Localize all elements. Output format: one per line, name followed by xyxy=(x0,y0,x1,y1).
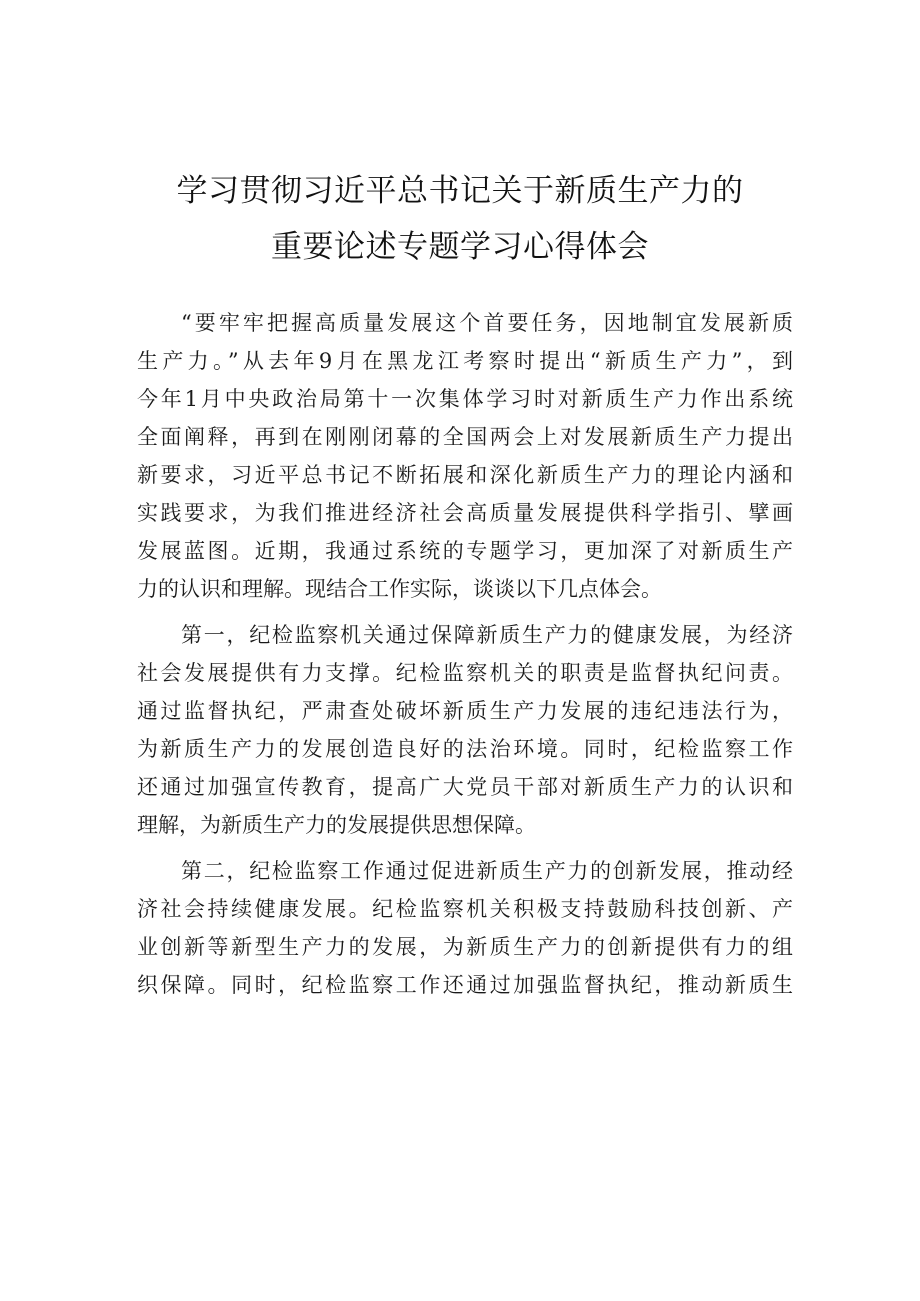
paragraph-line: 今年1月中央政治局第十一次集体学习时对新质生产力作出系统 xyxy=(137,387,793,411)
paragraph-line: 生产力。”从去年9月在黑龙江考察时提出“新质生产力”，到 xyxy=(137,349,793,373)
paragraph-line: 实践要求，为我们推进经济社会高质量发展提供科学指引、擘画 xyxy=(137,501,793,525)
paragraph-3 xyxy=(137,852,793,1004)
document-body xyxy=(137,304,793,1004)
paragraph-line: 为新质生产力的发展创造良好的法治环境。同时，纪检监察工作 xyxy=(137,737,793,761)
paragraph-line: 通过监督执纪，严肃查处破坏新质生产力发展的违纪违法行为， xyxy=(137,699,793,723)
paragraph-line: “要牢牢把握高质量发展这个首要任务，因地制宜发展新质 xyxy=(181,311,793,335)
paragraph-line: 理解，为新质生产力的发展提供思想保障。 xyxy=(137,813,536,837)
paragraph-line: 织保障。同时，纪检监察工作还通过加强监督执纪，推动新质生 xyxy=(137,973,793,997)
paragraph-line: 新要求，习近平总书记不断拓展和深化新质生产力的理论内涵和 xyxy=(137,463,793,487)
paragraph-line: 业创新等新型生产力的发展，为新质生产力的创新提供有力的组 xyxy=(137,935,793,959)
paragraph-line: 发展蓝图。近期，我通过系统的专题学习，更加深了对新质生产 xyxy=(137,539,793,563)
document-title xyxy=(60,163,860,275)
paragraph-1 xyxy=(137,304,793,608)
paragraph-line: 全面阐释，再到在刚刚闭幕的全国两会上对发展新质生产力提出 xyxy=(137,425,793,449)
paragraph-2 xyxy=(137,616,793,844)
title-line-2: 重要论述专题学习心得体会 xyxy=(271,229,649,265)
paragraph-line: 第一，纪检监察机关通过保障新质生产力的健康发展，为经济 xyxy=(181,623,793,647)
paragraph-line: 还通过加强宣传教育，提高广大党员干部对新质生产力的认识和 xyxy=(137,775,793,799)
title-line-1: 学习贯彻习近平总书记关于新质生产力的 xyxy=(176,173,744,209)
paragraph-line: 第二，纪检监察工作通过促进新质生产力的创新发展，推动经 xyxy=(181,859,793,883)
paragraph-line: 力的认识和理解。现结合工作实际，谈谈以下几点体会。 xyxy=(137,577,662,601)
paragraph-line: 社会发展提供有力支撑。纪检监察机关的职责是监督执纪问责。 xyxy=(137,661,793,685)
paragraph-line: 济社会持续健康发展。纪检监察机关积极支持鼓励科技创新、产 xyxy=(137,897,793,921)
